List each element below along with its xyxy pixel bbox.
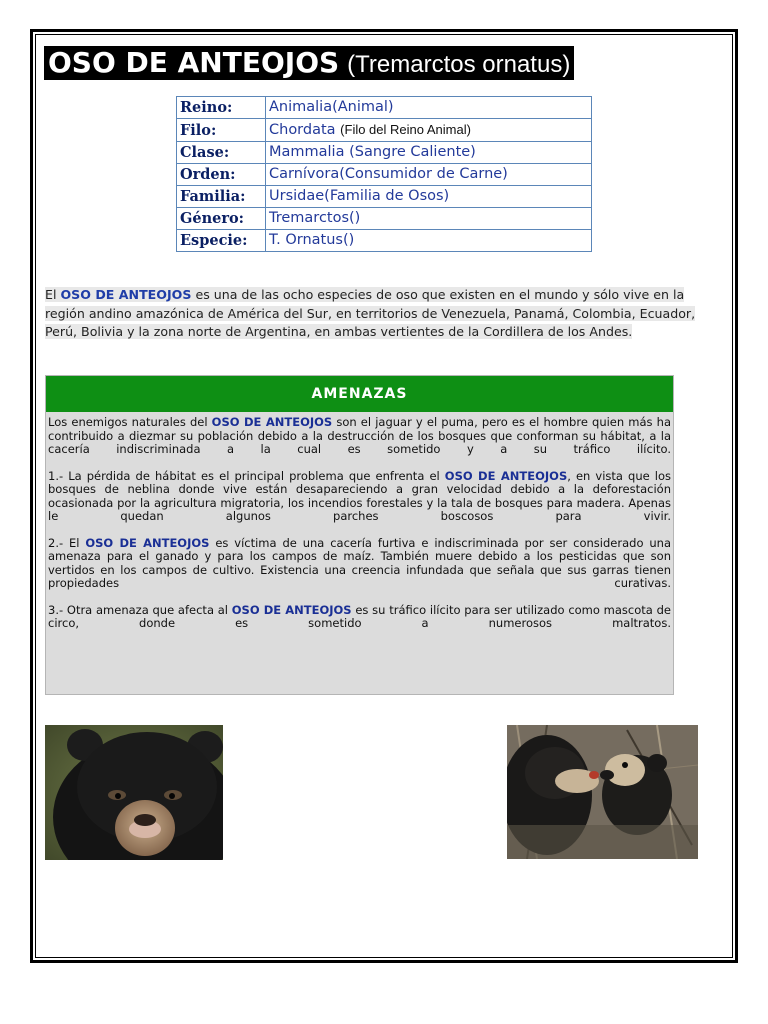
taxonomy-value: Mammalia (Sangre Caliente) (266, 142, 592, 164)
taxonomy-value: Animalia(Animal) (266, 97, 592, 119)
title-scientific-name: (Tremarctos ornatus) (347, 51, 571, 78)
taxonomy-key: Filo: (177, 119, 266, 142)
taxonomy-value: Chordata (Filo del Reino Animal) (266, 119, 592, 142)
intro-paragraph: El OSO DE ANTEOJOS es una de las ocho especies de oso que existen en el mundo y sólo vive en la región andino amazónica de América del Sur, en territorios de Venezuela, Panamá, Colombia, Ecuador, Perú, Bolivia y la zona norte de Argentina, en ambas vertientes de la Cordillera de los Andes. (45, 287, 696, 339)
taxonomy-key: Especie: (177, 230, 266, 252)
taxonomy-note: (Filo del Reino Animal) (340, 122, 471, 137)
taxonomy-table (176, 96, 592, 252)
two-bears-photo (507, 725, 698, 859)
threats-section (45, 375, 674, 695)
taxonomy-row (177, 97, 592, 119)
taxonomy-row (177, 208, 592, 230)
threat-paragraph: 2.- El OSO DE ANTEOJOS es víctima de una cacería furtiva e indiscriminada por ser considerado una amenaza para el ganado y para los campos de maíz. También muere debido a los pesticidas que son vertidos en los campos de cultivo. Existencia una creencia infundada que señala que sus garras tienen propiedades curativas. (48, 535, 671, 590)
bear-face-photo (45, 725, 223, 860)
threats-heading: AMENAZAS (46, 376, 673, 412)
threat-paragraph: 1.- La pérdida de hábitat es el principal problema que enfrenta el OSO DE ANTEOJOS, en vista que los bosques de neblina donde vive están desapareciendo a gran velocidad debido a la deforestación ocasionada por la agricultura migratoria, los incendios forestales y la tala de bosques para madera. Apenas le quedan algunos parches boscosos para vivir. (48, 468, 671, 523)
taxonomy-value: Tremarctos() (266, 208, 592, 230)
threat-paragraph: 3.- Otra amenaza que afecta al OSO DE ANTEOJOS es su tráfico ilícito para ser utilizado como mascota de circo, donde es sometido a numerosos maltratos. (48, 602, 671, 630)
threat-paragraph: Los enemigos naturales del OSO DE ANTEOJOS son el jaguar y el puma, pero es el hombre quien más ha contribuido a diezmar su población debido a la destrucción de los bosques que conforman su hábitat, a la cacería indiscriminada a la cual es sometido y a su tráfico ilícito. (48, 415, 672, 456)
threats-body (46, 412, 673, 631)
taxonomy-key: Orden: (177, 164, 266, 186)
taxonomy-key: Género: (177, 208, 266, 230)
taxonomy-value: T. Ornatus() (266, 230, 592, 252)
taxonomy-row (177, 230, 592, 252)
title-main: OSO DE ANTEOJOS (48, 46, 340, 79)
page-title (44, 46, 574, 80)
taxonomy-row (177, 186, 592, 208)
taxonomy-key: Reino: (177, 97, 266, 119)
taxonomy-key: Familia: (177, 186, 266, 208)
taxonomy-row (177, 119, 592, 142)
taxonomy-key: Clase: (177, 142, 266, 164)
taxonomy-row (177, 164, 592, 186)
taxonomy-value: Ursidae(Familia de Osos) (266, 186, 592, 208)
species-name-highlight: OSO DE ANTEOJOS (60, 287, 192, 302)
taxonomy-row (177, 142, 592, 164)
taxonomy-value: Carnívora(Consumidor de Carne) (266, 164, 592, 186)
